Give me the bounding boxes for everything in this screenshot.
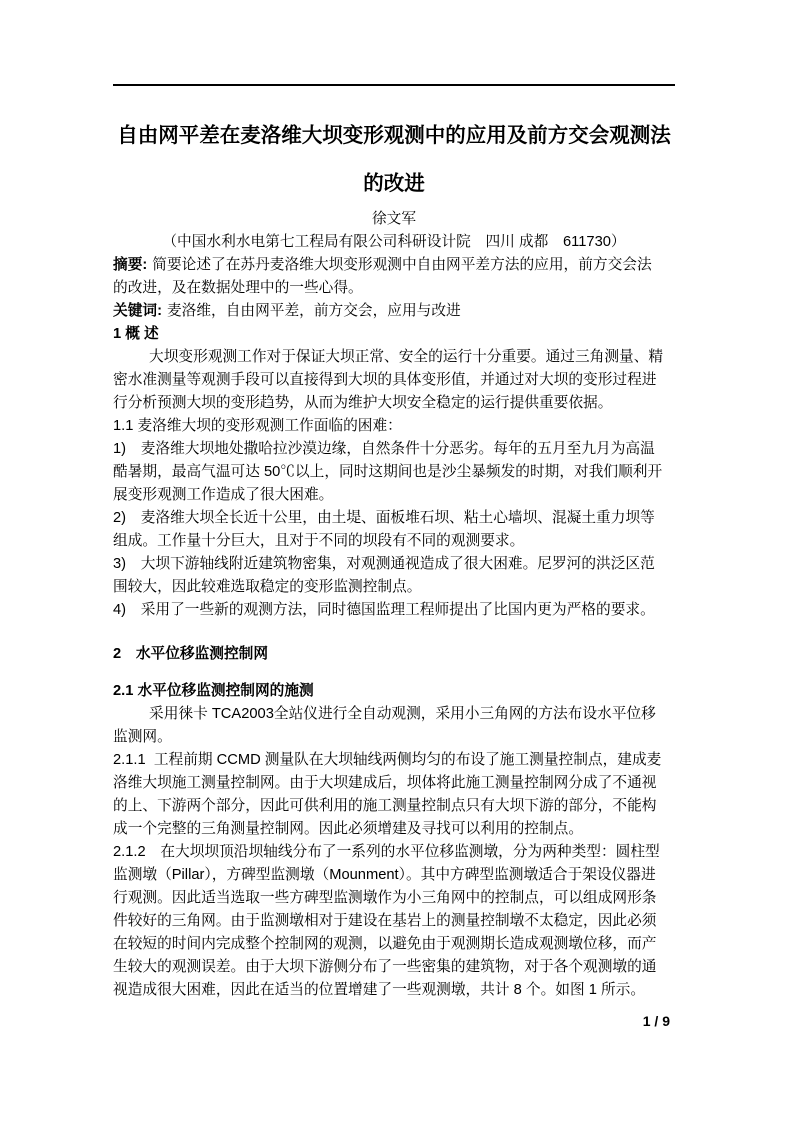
footer-page-number: 1 / 9 bbox=[642, 1013, 670, 1029]
list-item-2-line: 2) 麦洛维大坝全长近十公里，由土堤、面板堆石坝、粘土心墙坝、混凝土重力坝等 bbox=[113, 510, 655, 526]
paragraph-2-1-2-line: 2.1.2 在大坝坝顶沿坝轴线分布了一系列的水平位移监测墩，分为两种类型：圆柱型 bbox=[113, 844, 660, 860]
paragraph-2-1-2-line: 在较短的时间内完成整个控制网的观测，以避免由于观测期长造成观测墩位移，而产 bbox=[113, 936, 657, 952]
paragraph-2-1-2-line: 行观测。因此适当选取一些方碑型监测墩作为小三角网中的控制点，可以组成网形条 bbox=[113, 890, 657, 906]
section-1-paragraph-line: 行分析预测大坝的变形趋势，从而为维护大坝安全稳定的运行提供重要依据。 bbox=[113, 395, 613, 411]
section-2-heading: 2 水平位移监测控制网 bbox=[113, 646, 269, 662]
subsection-1-1-heading: 1.1 麦洛维大坝的变形观测工作面临的困难： bbox=[113, 418, 402, 434]
list-item-1-line: 展变形观测工作造成了很大困难。 bbox=[113, 487, 334, 503]
abstract-text-line1: 简要论述了在苏丹麦洛维大坝变形观测中自由网平差方法的应用，前方交会法 bbox=[152, 257, 652, 273]
document-content bbox=[113, 0, 675, 1002]
paragraph-2-1-2-line: 件较好的三角网。由于监测墩相对于建设在基岩上的测量控制墩不太稳定，因此必须 bbox=[113, 913, 657, 929]
paragraph-2-1-1-line: 成一个完整的三角测量控制网。因此必须增建及寻找可以利用的控制点。 bbox=[113, 821, 584, 837]
paragraph-2-1-2-line: 生较大的观测误差。由于大坝下游侧分布了一些密集的建筑物，对于各个观测墩的通 bbox=[113, 959, 657, 975]
keywords-text: 麦洛维，自由网平差，前方交会，应用与改进 bbox=[166, 303, 461, 319]
section-1-heading: 1 概 述 bbox=[113, 326, 159, 342]
keywords-label: 关键词: bbox=[113, 303, 162, 319]
abstract-line1 bbox=[113, 254, 675, 277]
paragraph-2-1-2-line: 监测墩（Pillar），方碑型监测墩（Mounment）。其中方碑型监测墩适合于架设仪器进 bbox=[113, 867, 656, 883]
list-item-1-line: 酷暑期，最高气温可达 50℃以上，同时这期间也是沙尘暴频发的时期，对我们顺利开 bbox=[113, 464, 663, 480]
subsection-2-1-paragraph-line: 采用徕卡 TCA2003全站仪进行全自动观测，采用小三角网的方法布设水平位移 bbox=[149, 706, 656, 722]
paragraph-2-1-1-line: 的上、下游两个部分，因此可供利用的施工测量控制点只有大坝下游的部分，不能构 bbox=[113, 798, 657, 814]
author-affiliation: （中国水利水电第七工程局有限公司科研设计院 四川 成都 611730） bbox=[162, 234, 626, 250]
list-item-3-line: 围较大，因此较难选取稳定的变形监测控制点。 bbox=[113, 579, 422, 595]
author-name: 徐文军 bbox=[371, 211, 417, 227]
section-1-paragraph-line: 大坝变形观测工作对于保证大坝正常、安全的运行十分重要。通过三角测量、精 bbox=[149, 349, 664, 365]
abstract-line2: 的改进，及在数据处理中的一些心得。 bbox=[113, 280, 363, 296]
paragraph-2-1-2-line: 视造成很大困难，因此在适当的位置增建了一些观测墩，共计 8 个。如图 1 所示。 bbox=[113, 982, 646, 998]
section-1-paragraph-line: 密水准测量等观测手段可以直接得到大坝的具体变形值，并通过对大坝的变形过程进 bbox=[113, 372, 657, 388]
list-item-2-line: 组成。工作量十分巨大，且对于不同的坝段有不同的观测要求。 bbox=[113, 533, 525, 549]
paragraph-2-1-1-line: 2.1.1 工程前期 CCMD 测量队在大坝轴线两侧均匀的布设了施工测量控制点，建成麦 bbox=[113, 752, 662, 768]
header-divider-line bbox=[113, 84, 675, 86]
abstract-label: 摘要: bbox=[113, 257, 148, 273]
list-item-4-line: 4) 采用了一些新的观测方法，同时德国监理工程师提出了比国内更为严格的要求。 bbox=[113, 602, 655, 618]
keywords-line bbox=[113, 300, 675, 323]
list-item-3-line: 3) 大坝下游轴线附近建筑物密集，对观测通视造成了很大困难。尼罗河的洪泛区范 bbox=[113, 556, 655, 572]
subsection-2-1-heading: 2.1 水平位移监测控制网的施测 bbox=[113, 683, 314, 699]
subsection-2-1-paragraph-line: 监测网。 bbox=[113, 729, 172, 745]
list-item-1-line: 1) 麦洛维大坝地处撒哈拉沙漠边缘，自然条件十分恶劣。每年的五月至九月为高温 bbox=[113, 441, 655, 457]
document-title-line1: 自由网平差在麦洛维大坝变形观测中的应用及前方交会观测法 bbox=[117, 124, 671, 147]
paragraph-2-1-1-line: 洛维大坝施工测量控制网。由于大坝建成后，坝体将此施工测量控制网分成了不通视 bbox=[113, 775, 657, 791]
document-title-line2: 的改进 bbox=[363, 172, 425, 195]
